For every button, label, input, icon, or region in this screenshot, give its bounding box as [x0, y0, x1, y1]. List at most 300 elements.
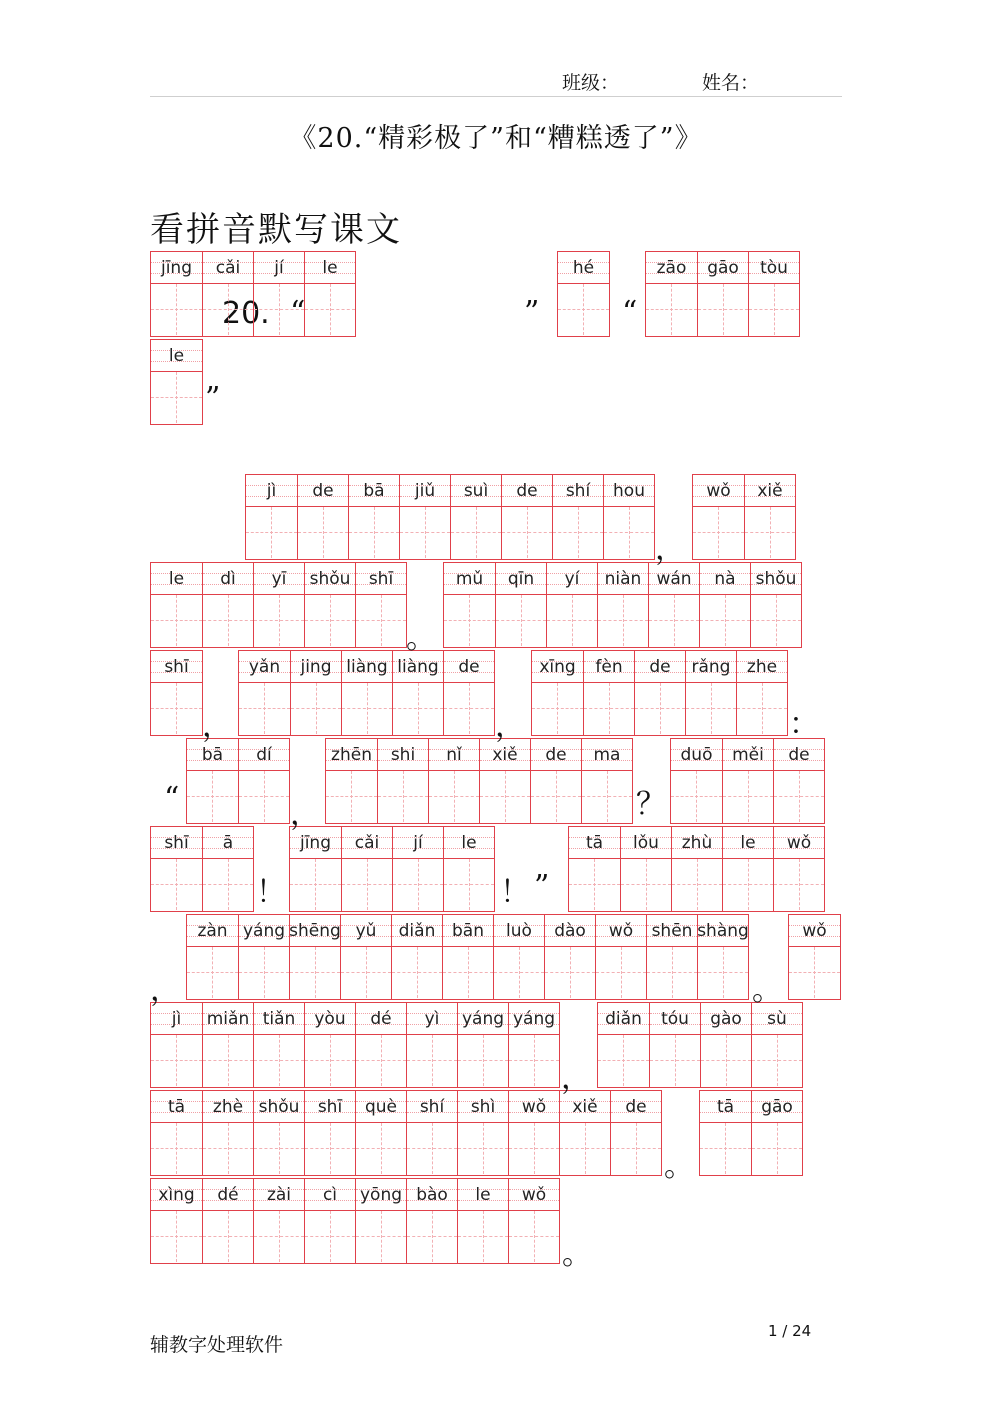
writing-cell[interactable]: [744, 475, 795, 559]
pinyin-label: shēn: [647, 915, 697, 947]
hanzi-box[interactable]: [672, 859, 722, 910]
hanzi-box[interactable]: [203, 595, 253, 646]
hanzi-box[interactable]: [239, 947, 289, 998]
hanzi-box[interactable]: [342, 859, 392, 910]
hanzi-box[interactable]: [553, 507, 603, 558]
hanzi-box[interactable]: [151, 284, 202, 335]
hanzi-box[interactable]: [723, 771, 773, 822]
writing-group: [692, 474, 796, 560]
hanzi-box[interactable]: [494, 947, 544, 998]
writing-cell[interactable]: [253, 1003, 304, 1087]
writing-cell[interactable]: [603, 475, 654, 559]
writing-cell[interactable]: [457, 1091, 508, 1175]
writing-cell[interactable]: [392, 651, 443, 735]
writing-cell[interactable]: [697, 252, 748, 336]
punctuation-mark: ，: [655, 532, 685, 567]
pinyin-label: le: [151, 563, 202, 595]
writing-group: [150, 826, 254, 912]
hanzi-box[interactable]: [496, 595, 546, 646]
header-divider: [150, 96, 842, 97]
hanzi-box[interactable]: [745, 507, 795, 558]
hanzi-box[interactable]: [509, 1123, 559, 1174]
pinyin-label: zài: [254, 1179, 304, 1211]
writing-cell[interactable]: [569, 827, 620, 911]
hanzi-box[interactable]: [531, 771, 581, 822]
writing-cell[interactable]: [457, 1003, 508, 1087]
writing-cell[interactable]: [493, 915, 544, 999]
pinyin-label: tā: [569, 827, 620, 859]
writing-group: [150, 650, 203, 736]
writing-cell[interactable]: [748, 252, 799, 336]
writing-group: [645, 251, 800, 337]
writing-cell[interactable]: [399, 475, 450, 559]
writing-cell[interactable]: [406, 1003, 457, 1087]
writing-cell[interactable]: [377, 739, 428, 823]
hanzi-box[interactable]: [290, 859, 341, 910]
pinyin-label: bā: [349, 475, 399, 507]
writing-cell[interactable]: [693, 475, 744, 559]
hanzi-box[interactable]: [598, 595, 648, 646]
hanzi-box[interactable]: [151, 1211, 202, 1262]
writing-cell[interactable]: [546, 563, 597, 647]
hanzi-box[interactable]: [584, 683, 634, 734]
hanzi-box[interactable]: [392, 947, 442, 998]
writing-cell[interactable]: [202, 1091, 253, 1175]
writing-group: [325, 738, 633, 824]
hanzi-box[interactable]: [356, 595, 406, 646]
pinyin-label: yí: [547, 563, 597, 595]
hanzi-box[interactable]: [723, 859, 773, 910]
writing-cell[interactable]: [187, 739, 238, 823]
writing-group: [150, 251, 356, 337]
writing-cell[interactable]: [340, 915, 391, 999]
writing-cell[interactable]: [246, 475, 297, 559]
pinyin-label: suì: [451, 475, 501, 507]
writing-cell[interactable]: [552, 475, 603, 559]
pinyin-label: shi: [378, 739, 428, 771]
writing-cell[interactable]: [646, 915, 697, 999]
writing-cell[interactable]: [151, 252, 202, 336]
pinyin-label: xīng: [532, 651, 583, 683]
punctuation-mark: ，: [561, 1061, 591, 1096]
writing-cell[interactable]: [304, 1091, 355, 1175]
pinyin-label: yǎn: [239, 651, 290, 683]
writing-cell[interactable]: [289, 915, 340, 999]
hanzi-box[interactable]: [560, 1123, 610, 1174]
punctuation-mark: ！: [500, 875, 530, 910]
pinyin-label: ā: [203, 827, 253, 859]
hanzi-box[interactable]: [407, 1123, 457, 1174]
writing-cell[interactable]: [406, 1091, 457, 1175]
writing-cell[interactable]: [736, 651, 787, 735]
hanzi-box[interactable]: [686, 683, 736, 734]
hanzi-box[interactable]: [443, 947, 493, 998]
hanzi-box[interactable]: [305, 1035, 355, 1086]
hanzi-box[interactable]: [502, 507, 552, 558]
pinyin-label: gào: [701, 1003, 751, 1035]
writing-group: [531, 650, 788, 736]
writing-cell[interactable]: [341, 827, 392, 911]
writing-cell[interactable]: [304, 252, 355, 336]
pinyin-label: cì: [305, 1179, 355, 1211]
writing-cell[interactable]: [239, 651, 290, 735]
hanzi-box[interactable]: [649, 595, 699, 646]
hanzi-box[interactable]: [480, 771, 530, 822]
pinyin-label: jing: [291, 651, 341, 683]
punctuation-mark: ”: [205, 381, 221, 416]
pinyin-label: dé: [203, 1179, 253, 1211]
pinyin-label: bào: [407, 1179, 457, 1211]
writing-cell[interactable]: [508, 1179, 559, 1263]
hanzi-box[interactable]: [611, 1123, 661, 1174]
writing-cell[interactable]: [595, 915, 646, 999]
hanzi-box[interactable]: [635, 683, 685, 734]
punctuation-mark: ：: [789, 707, 819, 742]
hanzi-box[interactable]: [356, 1123, 406, 1174]
writing-cell[interactable]: [355, 563, 406, 647]
writing-group: [150, 1090, 662, 1176]
hanzi-box[interactable]: [407, 1035, 457, 1086]
hanzi-box[interactable]: [558, 284, 609, 335]
pinyin-label: bā: [187, 739, 238, 771]
writing-cell[interactable]: [202, 1003, 253, 1087]
hanzi-box[interactable]: [604, 507, 654, 558]
hanzi-box[interactable]: [751, 595, 801, 646]
hanzi-box[interactable]: [151, 595, 202, 646]
writing-cell[interactable]: [751, 1003, 802, 1087]
writing-cell[interactable]: [392, 827, 443, 911]
hanzi-box[interactable]: [789, 947, 840, 998]
pinyin-label: què: [356, 1091, 406, 1123]
writing-cell[interactable]: [428, 739, 479, 823]
writing-cell[interactable]: [443, 651, 494, 735]
pinyin-label: de: [635, 651, 685, 683]
writing-cell[interactable]: [304, 1179, 355, 1263]
writing-cell[interactable]: [508, 1091, 559, 1175]
hanzi-box[interactable]: [458, 1211, 508, 1262]
pinyin-label: miǎn: [203, 1003, 253, 1035]
hanzi-box[interactable]: [569, 859, 620, 910]
pinyin-label: zāo: [646, 252, 697, 284]
writing-group: [289, 826, 495, 912]
writing-cell[interactable]: [722, 827, 773, 911]
writing-cell[interactable]: [341, 651, 392, 735]
writing-cell[interactable]: [479, 739, 530, 823]
pinyin-label: tòu: [749, 252, 799, 284]
pinyin-label: yáng: [458, 1003, 508, 1035]
hanzi-box[interactable]: [151, 1123, 202, 1174]
hanzi-box[interactable]: [290, 947, 340, 998]
pinyin-label: shì: [458, 1091, 508, 1123]
pinyin-label: nà: [700, 563, 750, 595]
hanzi-box[interactable]: [693, 507, 744, 558]
pinyin-label: qīn: [496, 563, 546, 595]
writing-cell[interactable]: [700, 1003, 751, 1087]
pinyin-label: mǔ: [444, 563, 495, 595]
writing-cell[interactable]: [151, 340, 202, 424]
pinyin-label: wǒ: [774, 827, 824, 859]
hanzi-box[interactable]: [545, 947, 595, 998]
hanzi-box[interactable]: [752, 1035, 802, 1086]
pinyin-label: shǒu: [751, 563, 801, 595]
pinyin-label: de: [611, 1091, 661, 1123]
writing-cell[interactable]: [151, 651, 202, 735]
writing-cell[interactable]: [750, 563, 801, 647]
pinyin-label: jì: [246, 475, 297, 507]
pinyin-label: jí: [254, 252, 304, 284]
hanzi-box[interactable]: [305, 595, 355, 646]
writing-cell[interactable]: [581, 739, 632, 823]
hanzi-box[interactable]: [698, 284, 748, 335]
pinyin-label: diǎn: [598, 1003, 649, 1035]
hanzi-box[interactable]: [393, 683, 443, 734]
writing-cell[interactable]: [202, 563, 253, 647]
class-label: 班级：: [562, 72, 620, 94]
hanzi-box[interactable]: [378, 771, 428, 822]
hanzi-box[interactable]: [187, 947, 238, 998]
writing-cell[interactable]: [697, 915, 748, 999]
punctuation-mark: 。: [752, 973, 782, 1008]
writing-cell[interactable]: [406, 1179, 457, 1263]
writing-cell[interactable]: [646, 252, 697, 336]
writing-cell[interactable]: [634, 651, 685, 735]
hanzi-box[interactable]: [291, 683, 341, 734]
hanzi-box[interactable]: [598, 1035, 649, 1086]
pinyin-label: bān: [443, 915, 493, 947]
pinyin-label: shī: [151, 651, 202, 683]
pinyin-label: sù: [752, 1003, 802, 1035]
punctuation-mark: ”: [524, 295, 540, 330]
hanzi-box[interactable]: [151, 859, 202, 910]
writing-cell[interactable]: [558, 252, 609, 336]
hanzi-box[interactable]: [298, 507, 348, 558]
writing-cell[interactable]: [151, 827, 202, 911]
pinyin-label: jīng: [151, 252, 202, 284]
writing-cell[interactable]: [450, 475, 501, 559]
pinyin-label: le: [444, 827, 494, 859]
pinyin-label: tiǎn: [254, 1003, 304, 1035]
hanzi-box[interactable]: [646, 284, 697, 335]
hanzi-box[interactable]: [444, 859, 494, 910]
hanzi-box[interactable]: [774, 771, 824, 822]
writing-cell[interactable]: [253, 563, 304, 647]
hanzi-box[interactable]: [187, 771, 238, 822]
punctuation-mark: ？: [636, 787, 666, 822]
hanzi-box[interactable]: [341, 947, 391, 998]
pinyin-label: shēng: [290, 915, 340, 947]
hanzi-box[interactable]: [151, 372, 202, 423]
writing-cell[interactable]: [290, 827, 341, 911]
hanzi-box[interactable]: [342, 683, 392, 734]
pinyin-label: fèn: [584, 651, 634, 683]
hanzi-box[interactable]: [547, 595, 597, 646]
writing-cell[interactable]: [508, 1003, 559, 1087]
writing-cell[interactable]: [457, 1179, 508, 1263]
pinyin-label: yǔ: [341, 915, 391, 947]
writing-cell[interactable]: [355, 1003, 406, 1087]
hanzi-box[interactable]: [700, 595, 750, 646]
hanzi-box[interactable]: [458, 1035, 508, 1086]
pinyin-label: shī: [151, 827, 202, 859]
hanzi-box[interactable]: [400, 507, 450, 558]
writing-group: [150, 339, 203, 425]
hanzi-box[interactable]: [305, 284, 355, 335]
writing-cell[interactable]: [501, 475, 552, 559]
writing-cell[interactable]: [290, 651, 341, 735]
hanzi-box[interactable]: [356, 1035, 406, 1086]
writing-cell[interactable]: [202, 252, 253, 336]
pinyin-label: wǒ: [596, 915, 646, 947]
writing-cell[interactable]: [583, 651, 634, 735]
pinyin-label: le: [151, 340, 202, 372]
hanzi-box[interactable]: [509, 1035, 559, 1086]
writing-cell[interactable]: [348, 475, 399, 559]
hanzi-box[interactable]: [349, 507, 399, 558]
hanzi-box[interactable]: [650, 1035, 700, 1086]
hanzi-box[interactable]: [203, 1211, 253, 1262]
writing-cell[interactable]: [530, 739, 581, 823]
hanzi-box[interactable]: [444, 683, 494, 734]
hanzi-box[interactable]: [737, 683, 787, 734]
hanzi-box[interactable]: [305, 1211, 355, 1262]
writing-cell[interactable]: [297, 475, 348, 559]
hanzi-box[interactable]: [254, 595, 304, 646]
writing-cell[interactable]: [532, 651, 583, 735]
pinyin-label: liàng: [342, 651, 392, 683]
pinyin-label: le: [458, 1179, 508, 1211]
pinyin-label: tóu: [650, 1003, 700, 1035]
hanzi-box[interactable]: [700, 1123, 751, 1174]
writing-cell[interactable]: [559, 1091, 610, 1175]
writing-cell[interactable]: [151, 1091, 202, 1175]
hanzi-box[interactable]: [429, 771, 479, 822]
writing-cell[interactable]: [700, 1091, 751, 1175]
writing-cell[interactable]: [326, 739, 377, 823]
hanzi-box[interactable]: [393, 859, 443, 910]
writing-cell[interactable]: [391, 915, 442, 999]
writing-cell[interactable]: [671, 827, 722, 911]
hanzi-box[interactable]: [451, 507, 501, 558]
writing-cell[interactable]: [685, 651, 736, 735]
pinyin-label: shǒu: [254, 1091, 304, 1123]
writing-cell[interactable]: [722, 739, 773, 823]
pinyin-label: wán: [649, 563, 699, 595]
writing-cell[interactable]: [495, 563, 546, 647]
hanzi-box[interactable]: [647, 947, 697, 998]
hanzi-box[interactable]: [671, 771, 722, 822]
hanzi-box[interactable]: [532, 683, 583, 734]
writing-cell[interactable]: [238, 739, 289, 823]
writing-cell[interactable]: [442, 915, 493, 999]
punctuation-mark: ！: [256, 875, 286, 910]
writing-cell[interactable]: [597, 563, 648, 647]
hanzi-box[interactable]: [203, 1123, 253, 1174]
writing-cell[interactable]: [610, 1091, 661, 1175]
hanzi-box[interactable]: [582, 771, 632, 822]
writing-cell[interactable]: [253, 1179, 304, 1263]
writing-cell[interactable]: [202, 1179, 253, 1263]
writing-cell[interactable]: [443, 827, 494, 911]
hanzi-box[interactable]: [621, 859, 671, 910]
writing-cell[interactable]: [649, 1003, 700, 1087]
pinyin-label: lǒu: [621, 827, 671, 859]
hanzi-box[interactable]: [151, 683, 202, 734]
writing-cell[interactable]: [151, 1179, 202, 1263]
hanzi-box[interactable]: [239, 771, 289, 822]
hanzi-box[interactable]: [151, 1035, 202, 1086]
pinyin-label: gāo: [752, 1091, 802, 1123]
writing-cell[interactable]: [151, 1003, 202, 1087]
hanzi-box[interactable]: [444, 595, 495, 646]
writing-group: [238, 650, 495, 736]
hanzi-box[interactable]: [749, 284, 799, 335]
writing-cell[interactable]: [789, 915, 840, 999]
hanzi-box[interactable]: [752, 1123, 802, 1174]
writing-cell[interactable]: [202, 827, 253, 911]
hanzi-box[interactable]: [305, 1123, 355, 1174]
writing-cell[interactable]: [187, 915, 238, 999]
writing-cell[interactable]: [773, 739, 824, 823]
hanzi-box[interactable]: [254, 1035, 304, 1086]
writing-cell[interactable]: [304, 1003, 355, 1087]
writing-cell[interactable]: [648, 563, 699, 647]
hanzi-box[interactable]: [356, 1211, 406, 1262]
writing-cell[interactable]: [598, 1003, 649, 1087]
hanzi-box[interactable]: [203, 1035, 253, 1086]
pinyin-label: jīng: [290, 827, 341, 859]
hanzi-box[interactable]: [326, 771, 377, 822]
hanzi-box[interactable]: [509, 1211, 559, 1262]
hanzi-box[interactable]: [254, 1211, 304, 1262]
hanzi-box[interactable]: [774, 859, 824, 910]
writing-cell[interactable]: [304, 563, 355, 647]
hanzi-box[interactable]: [203, 284, 253, 335]
pinyin-label: diǎn: [392, 915, 442, 947]
writing-group: [186, 738, 290, 824]
pinyin-label: wǒ: [693, 475, 744, 507]
punctuation-mark: ，: [202, 709, 232, 744]
pinyin-label: niàn: [598, 563, 648, 595]
hanzi-box[interactable]: [407, 1211, 457, 1262]
pinyin-label: shí: [553, 475, 603, 507]
hanzi-box[interactable]: [203, 859, 253, 910]
hanzi-box[interactable]: [596, 947, 646, 998]
hanzi-box[interactable]: [701, 1035, 751, 1086]
writing-cell[interactable]: [699, 563, 750, 647]
writing-cell[interactable]: [620, 827, 671, 911]
pinyin-label: de: [298, 475, 348, 507]
pinyin-label: duō: [671, 739, 722, 771]
footer-software: 辅教字处理软件: [150, 1334, 284, 1356]
writing-cell[interactable]: [151, 563, 202, 647]
writing-cell[interactable]: [544, 915, 595, 999]
writing-cell[interactable]: [773, 827, 824, 911]
pinyin-label: de: [502, 475, 552, 507]
writing-cell[interactable]: [253, 1091, 304, 1175]
writing-cell[interactable]: [444, 563, 495, 647]
writing-cell[interactable]: [751, 1091, 802, 1175]
hanzi-box[interactable]: [246, 507, 297, 558]
writing-cell[interactable]: [355, 1179, 406, 1263]
hanzi-box[interactable]: [254, 1123, 304, 1174]
hanzi-box[interactable]: [698, 947, 748, 998]
writing-cell[interactable]: [671, 739, 722, 823]
writing-cell[interactable]: [238, 915, 289, 999]
punctuation-mark: ，: [495, 709, 525, 744]
writing-cell[interactable]: [355, 1091, 406, 1175]
hanzi-box[interactable]: [239, 683, 290, 734]
hanzi-box[interactable]: [458, 1123, 508, 1174]
